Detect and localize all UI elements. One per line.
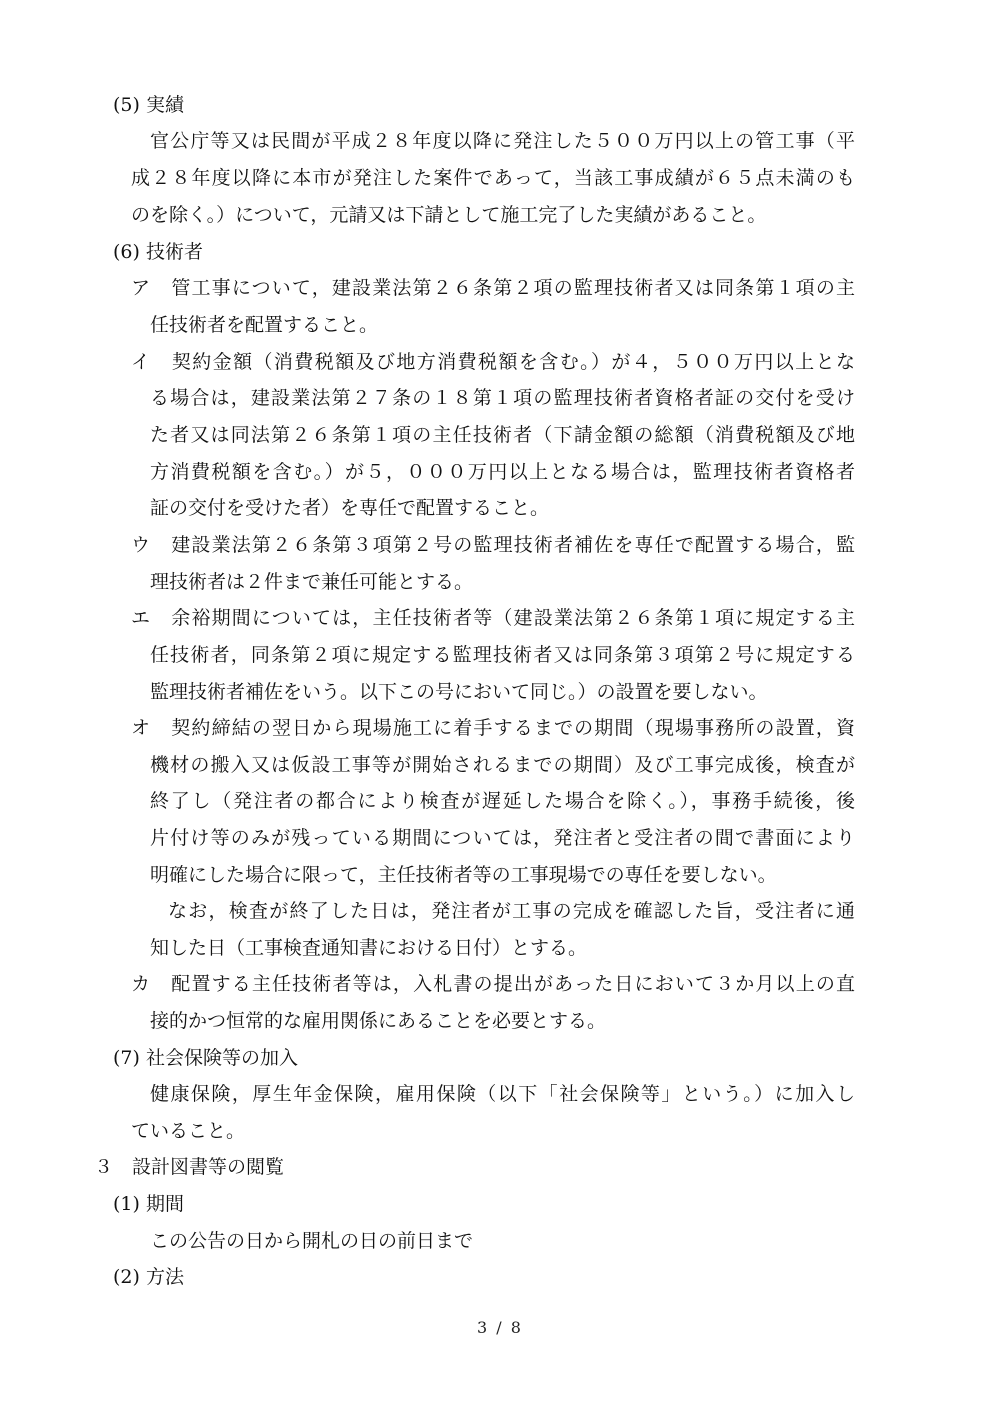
item-ka-line: 接的かつ恒常的な雇用関係にあることを必要とする。: [150, 1010, 607, 1032]
section-7-line: ていること。: [131, 1120, 246, 1142]
section-5-heading: (5) 実績: [113, 94, 184, 116]
item-i-line: た者又は同法第２６条第１項の主任技術者（下請金額の総額（消費税額及び地: [150, 424, 855, 446]
item-i-line: 証の交付を受けた者）を専任で配置すること。: [150, 497, 550, 519]
section-5-line: 官公庁等又は民間が平成２８年度以降に発注した５００万円以上の管工事（平: [150, 130, 855, 152]
method-heading: (2) 方法: [113, 1266, 184, 1288]
item-o-line: オ 契約締結の翌日から現場施工に着手するまでの期間（現場事務所の設置，資: [131, 717, 855, 739]
section-7-heading: (7) 社会保険等の加入: [113, 1047, 298, 1069]
item-a-line: ア 管工事について，建設業法第２６条第２項の監理技術者又は同条第１項の主: [131, 277, 855, 299]
section-6-heading: (6) 技術者: [113, 241, 203, 263]
item-o-line: 片付け等のみが残っている期間については，発注者と受注者の間で書面により: [150, 827, 855, 849]
note-line: 知した日（工事検査通知書における日付）とする。: [150, 937, 588, 959]
section-7-line: 健康保険，厚生年金保険，雇用保険（以下「社会保険等」という。）に加入し: [150, 1083, 855, 1105]
item-e-line: 監理技術者補佐をいう。以下この号において同じ。）の設置を要しない。: [150, 681, 768, 703]
item-i-line: イ 契約金額（消費税額及び地方消費税額を含む。）が４，５００万円以上とな: [131, 351, 855, 373]
item-e-line: エ 余裕期間については，主任技術者等（建設業法第２６条第１項に規定する主: [131, 607, 855, 629]
page-number: 3 / 8: [477, 1318, 523, 1337]
item-a-line: 任技術者を配置すること。: [150, 314, 379, 336]
item-o-line: 明確にした場合に限って，主任技術者等の工事現場での専任を要しない。: [150, 864, 777, 886]
item-u-line: ウ 建設業法第２６条第３項第２号の監理技術者補佐を専任で配置する場合，監: [131, 534, 855, 556]
section-5-line: のを除く。）について，元請又は下請として施工完了した実績があること。: [131, 204, 767, 226]
item-o-line: 終了し（発注者の都合により検査が遅延した場合を除く。），事務手続後，後: [150, 790, 855, 812]
section-5-line: 成２８年度以降に本市が発注した案件であって，当該工事成績が６５点未満のも: [131, 167, 855, 189]
item-ka-line: カ 配置する主任技術者等は，入札書の提出があった日において３か月以上の直: [131, 973, 855, 995]
section-3-heading: ３ 設計図書等の閲覧: [94, 1156, 285, 1178]
note-line: なお，検査が終了した日は，発注者が工事の完成を確認した旨，受注者に通: [168, 900, 855, 922]
period-text: この公告の日から開札の日の前日まで: [150, 1230, 474, 1252]
item-u-line: 理技術者は２件まで兼任可能とする。: [150, 571, 474, 593]
period-heading: (1) 期間: [113, 1193, 184, 1215]
item-o-line: 機材の搬入又は仮設工事等が開始されるまでの期間）及び工事完成後，検査が: [150, 754, 855, 776]
item-i-line: る場合は，建設業法第２７条の１８第１項の監理技術者資格者証の交付を受け: [150, 387, 855, 409]
item-i-line: 方消費税額を含む。）が５，０００万円以上となる場合は，監理技術者資格者: [150, 461, 855, 483]
item-e-line: 任技術者，同条第２項に規定する監理技術者又は同条第３項第２号に規定する: [150, 644, 855, 666]
